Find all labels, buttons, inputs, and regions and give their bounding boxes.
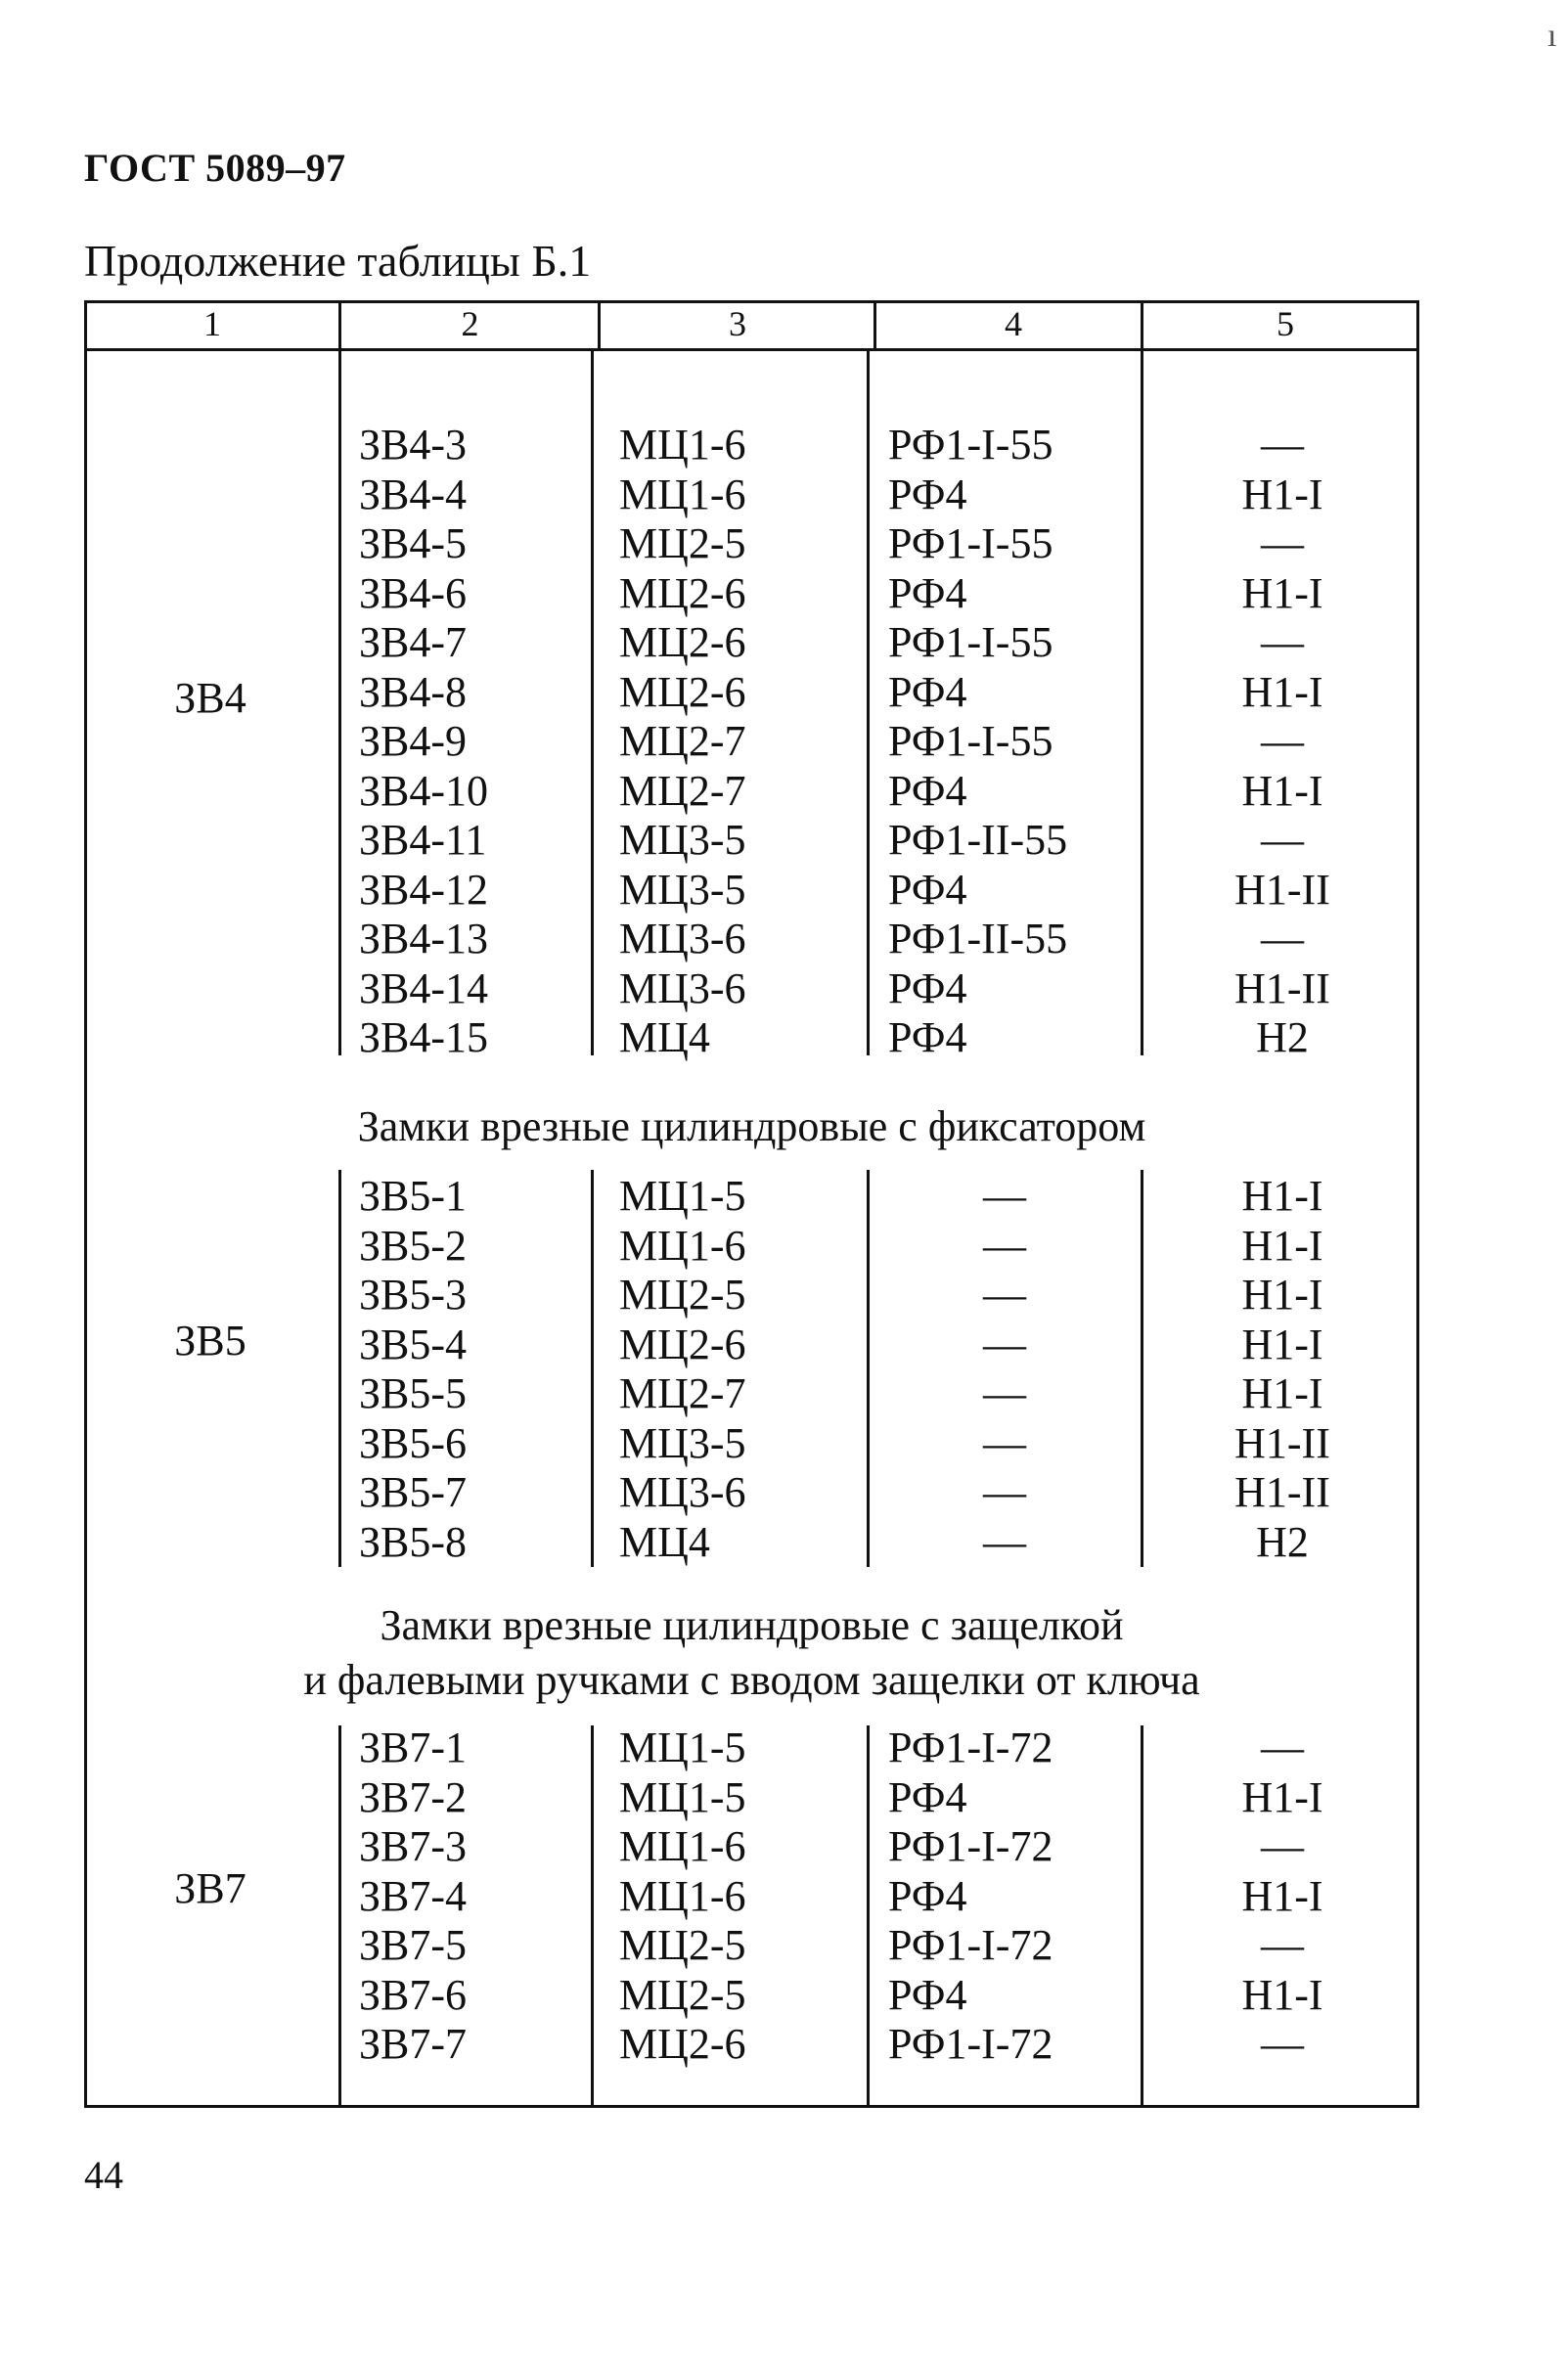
table-cell: —	[1261, 519, 1304, 567]
table-cell: Н1-I	[1241, 1871, 1323, 1920]
table-header-row	[84, 300, 1419, 351]
table-cell: ЗВ4-9	[359, 717, 468, 765]
table-cell: Н1-I	[1241, 568, 1323, 617]
table-cell: МЦ3-6	[619, 1468, 746, 1516]
table-cell: ЗВ7-4	[359, 1871, 468, 1920]
column-divider	[591, 351, 594, 1055]
table-cell: ЗВ7-2	[359, 1772, 468, 1821]
table-cell: МЦ4	[619, 1517, 710, 1566]
table-cell: МЦ2-7	[619, 1369, 746, 1417]
zv4-designations	[359, 421, 584, 1063]
column-divider	[867, 1725, 870, 2108]
group-label-zv5: ЗВ5	[174, 1317, 246, 1365]
table-cell: ЗВ7-6	[359, 1970, 468, 2019]
table-cell: —	[1261, 421, 1304, 469]
column-divider	[338, 1725, 341, 2108]
zv4-mechanisms	[619, 421, 854, 1063]
table-cell: МЦ2-6	[619, 568, 746, 617]
table-cell: МЦ3-6	[619, 963, 746, 1012]
table-cell: ЗВ4-3	[359, 421, 468, 469]
zv7-mechanisms	[619, 1723, 854, 2070]
table-cell: МЦ2-5	[619, 1970, 746, 2019]
column-header-3: 3	[729, 304, 746, 343]
column-divider	[338, 351, 341, 1055]
table-cell: ЗВ5-4	[359, 1320, 468, 1368]
table-cell: РФ4	[888, 667, 967, 716]
table-cell: МЦ1-5	[619, 1172, 746, 1220]
table-cell: ЗВ7-7	[359, 2020, 468, 2068]
table-cell: МЦ1-6	[619, 1221, 746, 1270]
section-title-zv5: Замки врезные цилиндровые с фиксатором	[357, 1102, 1146, 1150]
column-divider	[867, 351, 870, 1055]
table-cell: ЗВ5-2	[359, 1221, 468, 1270]
table-cell: РФ4	[888, 568, 967, 617]
table-cell: —	[983, 1221, 1026, 1270]
table-cell: —	[983, 1271, 1026, 1319]
table-cell: РФ4	[888, 1013, 967, 1061]
table-cell: Н1-I	[1241, 1772, 1323, 1821]
table-cell: РФ1-II-55	[888, 816, 1068, 864]
zv5-handles	[867, 1172, 1142, 1567]
table-cell: Н1-I	[1241, 667, 1323, 716]
column-header-5: 5	[1277, 304, 1294, 343]
table-cell: ЗВ4-6	[359, 568, 468, 617]
table-cell: РФ1-I-55	[888, 421, 1053, 469]
table-cell: ЗВ5-7	[359, 1468, 468, 1516]
table-cell: ЗВ4-5	[359, 519, 468, 567]
table-cell: РФ1-I-72	[888, 1723, 1053, 1771]
table-cell: МЦ2-7	[619, 717, 746, 765]
table-cell: ЗВ4-11	[359, 816, 487, 864]
group-label-zv4: ЗВ4	[174, 674, 246, 722]
table-cell: ЗВ5-3	[359, 1271, 468, 1319]
table-cell: РФ4	[888, 766, 967, 815]
table-cell: Н1-I	[1241, 766, 1323, 815]
table-cell: МЦ1-5	[619, 1772, 746, 1821]
table-cell: ЗВ5-5	[359, 1369, 468, 1417]
header-divider	[874, 300, 876, 351]
table-cell: Н2	[1256, 1013, 1309, 1061]
table-cell: —	[983, 1320, 1026, 1368]
table-cell: МЦ1-6	[619, 1822, 746, 1870]
table-cell: —	[1261, 2020, 1304, 2068]
table-cell: —	[983, 1369, 1026, 1417]
table-cell: —	[1261, 717, 1304, 765]
table-cell: РФ1-I-55	[888, 519, 1053, 567]
section-title-zv7-line2: и фалевыми ручками с вводом защелки от ключа	[303, 1656, 1200, 1704]
table-cell: МЦ2-6	[619, 667, 746, 716]
table-cell: —	[983, 1172, 1026, 1220]
table-cell: МЦ2-6	[619, 2020, 746, 2068]
table-cell: МЦ4	[619, 1013, 710, 1061]
table-cell: ЗВ7-1	[359, 1723, 468, 1771]
table-cell: МЦ1-6	[619, 1871, 746, 1920]
table-cell: ЗВ7-5	[359, 1921, 468, 1969]
table-cell: РФ1-I-55	[888, 618, 1053, 666]
table-cell: РФ4	[888, 1970, 967, 2019]
document-header: ГОСТ 5089–97	[84, 146, 346, 190]
zv5-latches	[1144, 1172, 1420, 1567]
table-cell: РФ4	[888, 963, 967, 1012]
table-cell: РФ1-I-72	[888, 1822, 1053, 1870]
table-caption: Продолжение таблицы Б.1	[84, 236, 592, 286]
zv4-handles	[888, 421, 1133, 1063]
zv7-handles	[888, 1723, 1133, 2070]
table-cell: —	[1261, 618, 1304, 666]
table-cell: —	[1261, 1921, 1304, 1969]
table-cell: МЦ2-5	[619, 1921, 746, 1969]
table-cell: Н1-I	[1241, 1320, 1323, 1368]
table-cell: ЗВ4-10	[359, 766, 489, 815]
table-cell: РФ4	[888, 1772, 967, 1821]
table-cell: МЦ3-5	[619, 1418, 746, 1467]
column-divider	[591, 1725, 594, 2108]
table-cell: ЗВ4-7	[359, 618, 468, 666]
table-cell: ЗВ5-8	[359, 1517, 468, 1566]
table-cell: РФ4	[888, 1871, 967, 1920]
header-divider	[598, 300, 601, 351]
table-cell: Н1-I	[1241, 1221, 1323, 1270]
zv7-latches	[1144, 1723, 1420, 2070]
table-cell: ЗВ4-14	[359, 963, 489, 1012]
header-divider	[338, 300, 341, 351]
table-cell: РФ1-I-72	[888, 1921, 1053, 1969]
page-number: 44	[84, 2153, 123, 2197]
table-cell: МЦ1-6	[619, 470, 746, 518]
table-cell: —	[1261, 816, 1304, 864]
column-header-2: 2	[461, 304, 479, 343]
column-header-4: 4	[1005, 304, 1022, 343]
table-cell: МЦ1-5	[619, 1723, 746, 1771]
corner-mark: ı	[1547, 18, 1557, 54]
table-cell: Н1-II	[1234, 865, 1330, 914]
section-title-zv7-line1: Замки врезные цилиндровые с защелкой	[380, 1601, 1124, 1649]
table-cell: ЗВ4-8	[359, 667, 468, 716]
table-cell: ЗВ4-15	[359, 1013, 489, 1061]
table-cell: —	[983, 1418, 1026, 1467]
table-cell: ЗВ4-12	[359, 865, 489, 914]
table-cell: Н1-I	[1241, 1172, 1323, 1220]
column-divider	[591, 1170, 594, 1567]
table-cell: МЦ2-6	[619, 1320, 746, 1368]
zv5-designations	[359, 1172, 584, 1567]
header-divider	[1141, 300, 1143, 351]
table-cell: Н1-II	[1234, 963, 1330, 1012]
column-divider	[1141, 1725, 1143, 2108]
table-cell: ЗВ7-3	[359, 1822, 468, 1870]
table-cell: ЗВ4-4	[359, 470, 468, 518]
table-cell: РФ1-I-55	[888, 717, 1053, 765]
table-cell: МЦ2-5	[619, 519, 746, 567]
table-cell: Н1-I	[1241, 1271, 1323, 1319]
zv7-designations	[359, 1723, 584, 2070]
table-cell: МЦ3-5	[619, 816, 746, 864]
table-cell: Н1-I	[1241, 470, 1323, 518]
column-header-1: 1	[203, 304, 221, 343]
table-cell: ЗВ4-13	[359, 915, 489, 962]
table-cell: —	[1261, 915, 1304, 962]
table-cell: МЦ2-6	[619, 618, 746, 666]
table-cell: Н1-I	[1241, 1369, 1323, 1417]
table-cell: МЦ3-5	[619, 865, 746, 914]
table-cell: —	[1261, 1723, 1304, 1771]
table-cell: —	[983, 1468, 1026, 1516]
column-divider	[338, 1170, 341, 1567]
table-cell: МЦ1-6	[619, 421, 746, 469]
zv4-latches	[1144, 421, 1420, 1063]
group-label-zv7: ЗВ7	[174, 1864, 246, 1912]
table-cell: —	[983, 1517, 1026, 1566]
table-cell: РФ1-II-55	[888, 915, 1068, 962]
table-cell: Н1-I	[1241, 1970, 1323, 2019]
table-cell: РФ4	[888, 470, 967, 518]
table-cell: Н2	[1256, 1517, 1309, 1566]
table-cell: ЗВ5-1	[359, 1172, 468, 1220]
table-cell: МЦ3-6	[619, 915, 746, 962]
zv5-mechanisms	[619, 1172, 854, 1567]
table-cell: МЦ2-7	[619, 766, 746, 815]
table-cell: Н1-II	[1234, 1418, 1330, 1467]
table-cell: РФ1-I-72	[888, 2020, 1053, 2068]
table-cell: МЦ2-5	[619, 1271, 746, 1319]
table-cell: Н1-II	[1234, 1468, 1330, 1516]
column-divider	[1141, 351, 1143, 1055]
table-cell: РФ4	[888, 865, 967, 914]
table-cell: ЗВ5-6	[359, 1418, 468, 1467]
table-cell: —	[1261, 1822, 1304, 1870]
